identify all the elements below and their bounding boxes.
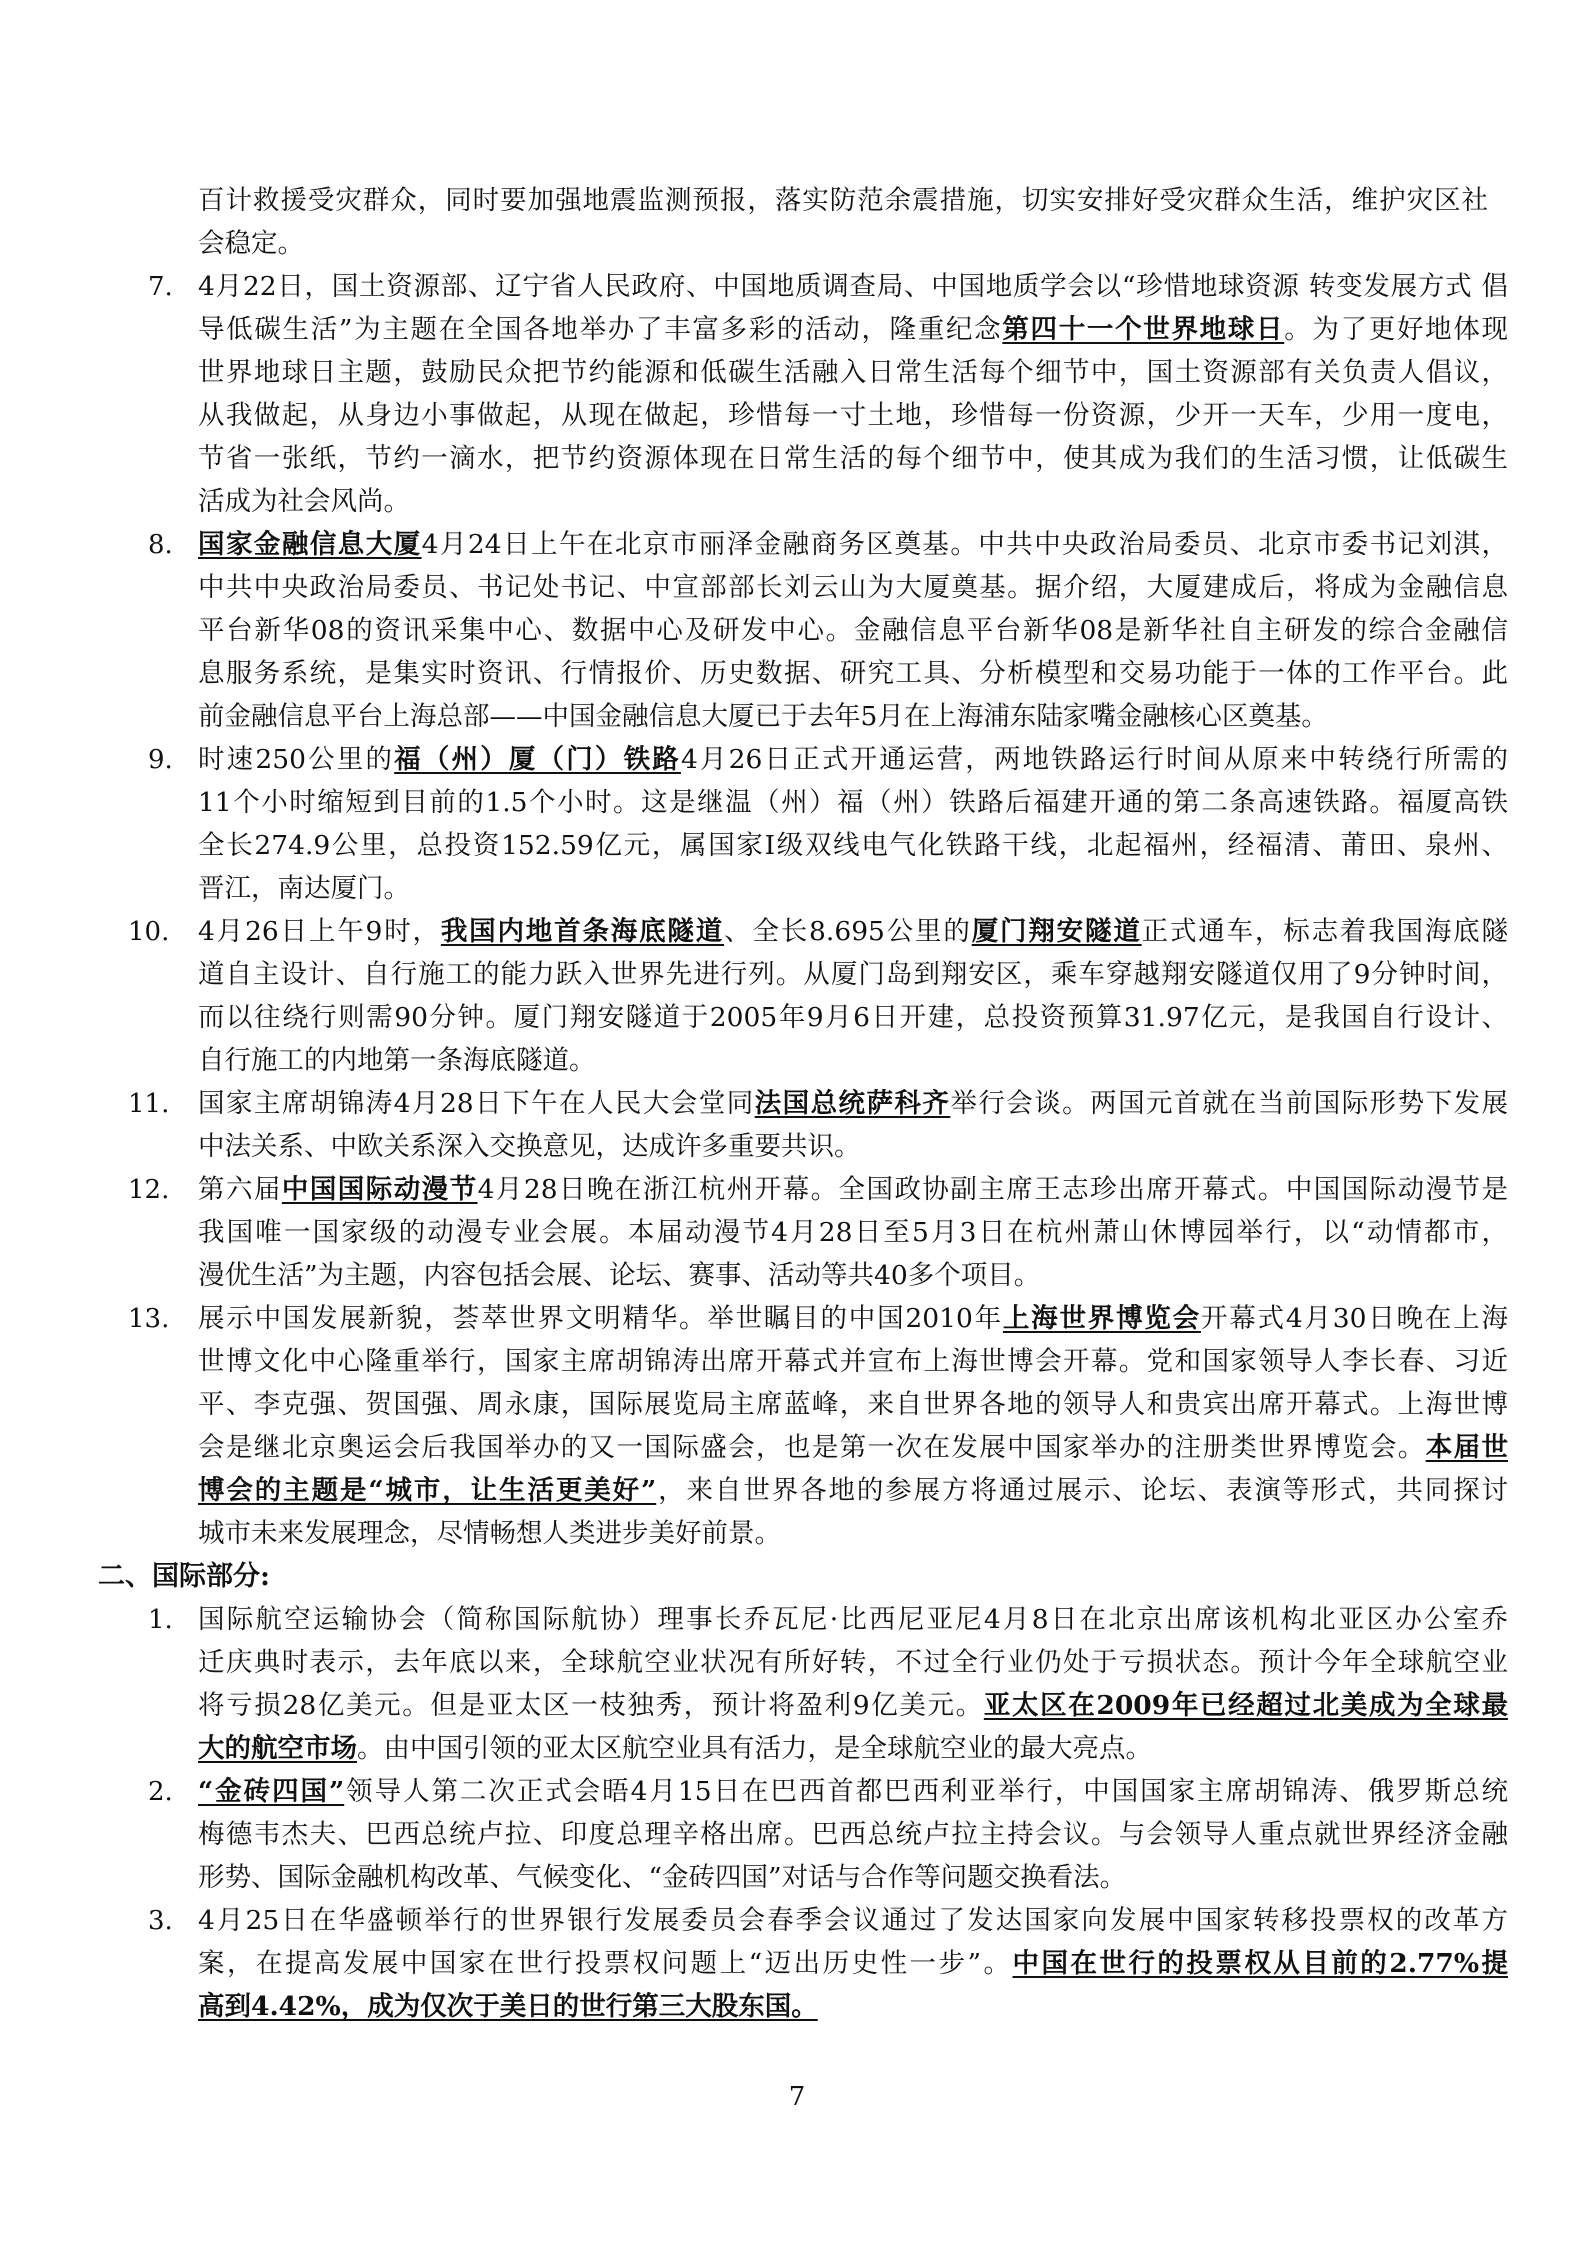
highlight-text: 博会的主题是“城市，让生活更美好” <box>198 1475 657 1506</box>
list-number: 10. <box>128 917 170 947</box>
paragraph-line: 平、李克强、贺国强、周永康，国际展览局主席蓝峰，来自世界各地的领导人和贵宾出席开幕式。上海世博 <box>198 1389 1508 1420</box>
paragraph-line: 前金融信息平台上海总部——中国金融信息大厦已于去年5月在上海浦东陆家嘴金融核心区奠基。 <box>198 701 1328 732</box>
paragraph-line: 自行施工的内地第一条海底隧道。 <box>198 1045 596 1076</box>
paragraph-line: 息服务系统，是集实时资讯、行情报价、历史数据、研究工具、分析模型和交易功能于一体的工作平台。此 <box>198 658 1508 689</box>
highlight-text: 中国在世行的投票权从目前的2.77%提 <box>1012 1948 1508 1979</box>
list-number: 2. <box>148 1777 173 1807</box>
paragraph-line: 世界地球日主题，鼓励民众把节约能源和低碳生活融入日常生活每个细节中，国土资源部有关负责人倡议， <box>198 357 1508 388</box>
highlight-text: 中国国际动漫节 <box>281 1174 478 1205</box>
paragraph-line: 全长274.9公里，总投资152.59亿元，属国家Ⅰ级双线电气化铁路干线，北起福州，经福清、莆田、泉州、 <box>198 830 1508 861</box>
paragraph-line: 梅德韦杰夫、巴西总统卢拉、印度总理辛格出席。巴西总统卢拉主持会议。与会领导人重点就世界经济金融 <box>198 1819 1508 1850</box>
list-number: 8. <box>148 530 173 560</box>
highlight-text: 国家金融信息大厦 <box>198 529 422 560</box>
paragraph-line: 4月22日，国土资源部、辽宁省人民政府、中国地质调查局、中国地质学会以“珍惜地球资源 转变发展方式 倡 <box>198 271 1508 302</box>
paragraph-line: 大的航空市场。由中国引领的亚太区航空业具有活力，是全球航空业的最大亮点。 <box>198 1733 1152 1764</box>
paragraph-line: 将亏损28亿美元。但是亚太区一枝独秀，预计将盈利9亿美元。亚太区在2009年已经超过北美成为全球最 <box>198 1690 1508 1721</box>
highlight-text: 上海世界博览会 <box>1002 1303 1201 1334</box>
paragraph-line: 4月26日上午9时，我国内地首条海底隧道、全长8.695公里的厦门翔安隧道正式通车，标志着我国海底隧 <box>198 916 1509 947</box>
paragraph-line: 导低碳生活”为主题在全国各地举办了丰富多彩的活动，隆重纪念第四十一个世界地球日。为了更好地体现 <box>198 314 1509 345</box>
paragraph-line: 案，在提高发展中国家在世行投票权问题上“迈出历史性一步”。中国在世行的投票权从目前的2.77%提 <box>198 1948 1508 1979</box>
paragraph-line: 节省一张纸，节约一滴水，把节约资源体现在日常生活的每个细节中，使其成为我们的生活习惯，让低碳生 <box>198 443 1508 474</box>
list-number: 1. <box>148 1605 173 1635</box>
paragraph-line: 迁庆典时表示，去年底以来，全球航空业状况有所好转，不过全行业仍处于亏损状态。预计今年全球航空业 <box>198 1647 1508 1678</box>
list-number: 3. <box>148 1906 173 1936</box>
highlight-text: 本届世 <box>1425 1432 1509 1463</box>
highlight-text: 大的航空市场 <box>198 1733 357 1764</box>
paragraph-line: “金砖四国”领导人第二次正式会晤4月15日在巴西首都巴西利亚举行，中国国家主席胡锦涛、俄罗斯总统 <box>198 1776 1508 1807</box>
paragraph-line: 11个小时缩短到目前的1.5个小时。这是继温（州）福（州）铁路后福建开通的第二条高速铁路。福厦高铁 <box>198 787 1508 818</box>
paragraph-line: 活成为社会风尚。 <box>198 486 410 517</box>
list-number: 9. <box>148 745 173 775</box>
highlight-text: 高到4.42%，成为仅次于美日的世行第三大股东国。 <box>198 1991 818 2022</box>
paragraph-line: 从我做起，从身边小事做起，从现在做起，珍惜每一寸土地，珍惜每一份资源，少开一天车，少用一度电， <box>198 400 1508 431</box>
paragraph-line: 世博文化中心隆重举行，国家主席胡锦涛出席开幕式并宣布上海世博会开幕。党和国家领导人李长春、习近 <box>198 1346 1508 1377</box>
highlight-text: 法国总统萨科齐 <box>754 1088 951 1119</box>
paragraph-line: 中法关系、中欧关系深入交换意见，达成许多重要共识。 <box>198 1131 861 1162</box>
paragraph-line: 时速250公里的福（州）厦（门）铁路4月26日正式开通运营，两地铁路运行时间从原来中转绕行所需的 <box>198 744 1508 775</box>
list-number: 12. <box>128 1175 170 1205</box>
paragraph-line: 国家主席胡锦涛4月28日下午在人民大会堂同法国总统萨科齐举行会谈。两国元首就在当前国际形势下发展 <box>198 1088 1508 1119</box>
paragraph-line: 会稳定。 <box>198 228 304 259</box>
paragraph-line: 城市未来发展理念，尽情畅想人类进步美好前景。 <box>198 1518 781 1549</box>
paragraph-line: 而以往绕行则需90分钟。厦门翔安隧道于2005年9月6日开建，总投资预算31.97亿元，是我国自行设计、 <box>198 1002 1508 1033</box>
paragraph-line: 中共中央政治局委员、书记处书记、中宣部部长刘云山为大厦奠基。据介绍，大厦建成后，将成为金融信息 <box>198 572 1508 603</box>
highlight-text: 我国内地首条海底隧道 <box>440 916 725 947</box>
paragraph-line: 国家金融信息大厦4月24日上午在北京市丽泽金融商务区奠基。中共中央政治局委员、北京市委书记刘淇， <box>198 529 1508 560</box>
paragraph-line: 平台新华08的资讯采集中心、数据中心及研发中心。金融信息平台新华08是新华社自主研发的综合金融信 <box>198 615 1508 646</box>
paragraph-line: 展示中国发展新貌，荟萃世界文明精华。举世瞩目的中国2010年上海世界博览会开幕式4月30日晚在上海 <box>198 1303 1508 1334</box>
paragraph-line: 百计救援受灾群众，同时要加强地震监测预报，落实防范余震措施，切实安排好受灾群众生活，维护灾区社 <box>198 185 1488 216</box>
highlight-text: 第四十一个世界地球日 <box>1002 314 1285 345</box>
paragraph-line: 会是继北京奥运会后我国举办的又一国际盛会，也是第一次在发展中国家举办的注册类世界博览会。本届世 <box>198 1432 1509 1463</box>
paragraph-line: 4月25日在华盛顿举行的世界银行发展委员会春季会议通过了发达国家向发展中国家转移投票权的改革方 <box>198 1905 1508 1936</box>
paragraph-line: 我国唯一国家级的动漫专业会展。本届动漫节4月28日至5月3日在杭州萧山休博园举行，以“动情都市， <box>198 1217 1508 1248</box>
list-number: 13. <box>128 1304 170 1334</box>
highlight-text: 厦门翔安隧道 <box>971 916 1142 947</box>
highlight-text: 亚太区在2009年已经超过北美成为全球最 <box>983 1690 1508 1721</box>
highlight-text: 福（州）厦（门）铁路 <box>394 744 681 775</box>
paragraph-line <box>198 1989 818 2025</box>
page-number: 7 <box>788 2082 806 2112</box>
paragraph-line: 道自主设计、自行施工的能力跃入世界先进行列。从厦门岛到翔安区，乘车穿越翔安隧道仅用了9分钟时间， <box>198 959 1508 990</box>
paragraph-line: 漫优生活”为主题，内容包括会展、论坛、赛事、活动等共40多个项目。 <box>198 1260 1041 1291</box>
paragraph-line: 晋江，南达厦门。 <box>198 873 410 904</box>
paragraph-line: 博会的主题是“城市，让生活更美好”，来自世界各地的参展方将通过展示、论坛、表演等形式，共同探讨 <box>198 1475 1508 1506</box>
paragraph-line: 国际航空运输协会（简称国际航协）理事长乔瓦尼·比西尼亚尼4月8日在北京出席该机构北亚区办公室乔 <box>198 1604 1508 1635</box>
list-number: 11. <box>128 1089 170 1119</box>
paragraph-line: 形势、国际金融机构改革、气候变化、“金砖四国”对话与合作等问题交换看法。 <box>198 1862 1127 1893</box>
highlight-text: “金砖四国” <box>198 1776 345 1807</box>
section-heading: 二、国际部分: <box>98 1561 270 1592</box>
paragraph-line: 第六届中国国际动漫节4月28日晚在浙江杭州开幕。全国政协副主席王志珍出席开幕式。中国国际动漫节是 <box>198 1174 1509 1205</box>
list-number: 7. <box>148 272 173 302</box>
